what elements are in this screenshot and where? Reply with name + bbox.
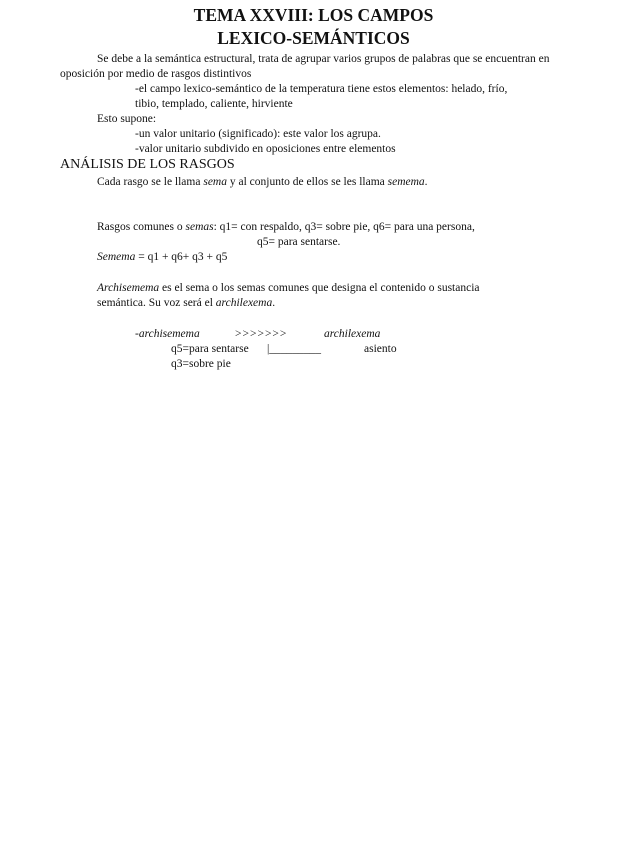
rasgos-comunes-line2: q5= para sentarse. xyxy=(257,236,341,248)
intro-line2: oposición por medio de rasgos distintivos xyxy=(60,68,252,80)
semema-formula xyxy=(97,252,227,264)
archisemema-line2 xyxy=(97,298,275,310)
section-heading: ANÁLISIS DE LOS RASGOS xyxy=(60,157,235,172)
archilexema-label-text: archilexema xyxy=(324,328,381,340)
diagram-q3: q3=sobre pie xyxy=(171,358,231,370)
diagram-archisemema-label xyxy=(135,329,200,341)
example-line2: tibio, templado, caliente, hirviente xyxy=(135,98,293,110)
example-line1: -el campo lexico-semántico de la temperatura tiene estos elementos: helado, frío, xyxy=(135,83,508,95)
rasgo-definition xyxy=(97,177,428,189)
archisemema-line1 xyxy=(97,283,480,295)
supone-text: Esto supone: xyxy=(97,113,157,125)
rasgos-comunes-line1 xyxy=(97,222,475,234)
sema-term: sema xyxy=(203,176,227,188)
intro-line1: Se debe a la semántica estructural, trata de agrupar varios grupos de palabras que se encuentran en xyxy=(97,53,550,65)
rasgo-pre: Cada rasgo se le llama xyxy=(97,176,204,188)
rasgos-post: : q1= con respaldo, q3= sobre pie, q6= para una persona, xyxy=(213,221,475,233)
semema-word: Semema xyxy=(97,251,136,263)
archisemema-line2-pre: semántica. Su voz será el xyxy=(97,297,216,309)
rasgos-pre: Rasgos comunes o xyxy=(97,221,186,233)
rasgo-end: . xyxy=(424,176,428,188)
archisemema-label-text: -archisemema xyxy=(135,328,200,340)
archilexema-term: archilexema xyxy=(215,297,273,309)
diagram-arrows: >>>>>>> xyxy=(235,328,288,340)
point-1: -un valor unitario (significado): este valor los agrupa. xyxy=(135,128,381,140)
semema-term: semema xyxy=(387,176,425,188)
archisemema-line2-end: . xyxy=(272,297,276,309)
semas-term: semas xyxy=(185,221,214,233)
rasgo-mid: y al conjunto de ellos se les llama xyxy=(226,176,388,188)
archisemema-text1: es el sema o los semas comunes que designa el contenido o sustancia xyxy=(159,282,480,294)
archisemema-word: Archisemema xyxy=(97,282,160,294)
semema-formula-text: = q1 + q6+ q3 + q5 xyxy=(135,251,228,263)
diagram-bracket: |_________ xyxy=(267,343,322,355)
point-2: -valor unitario subdivido en oposiciones entre elementos xyxy=(135,143,396,155)
diagram-archilexema-label xyxy=(324,329,380,341)
diagram-q5: q5=para sentarse xyxy=(171,343,249,355)
page-title-line1: TEMA XXVIII: LOS CAMPOS xyxy=(193,5,434,25)
page-title-line2: LEXICO-SEMÁNTICOS xyxy=(217,28,410,48)
diagram-asiento: asiento xyxy=(364,343,397,355)
